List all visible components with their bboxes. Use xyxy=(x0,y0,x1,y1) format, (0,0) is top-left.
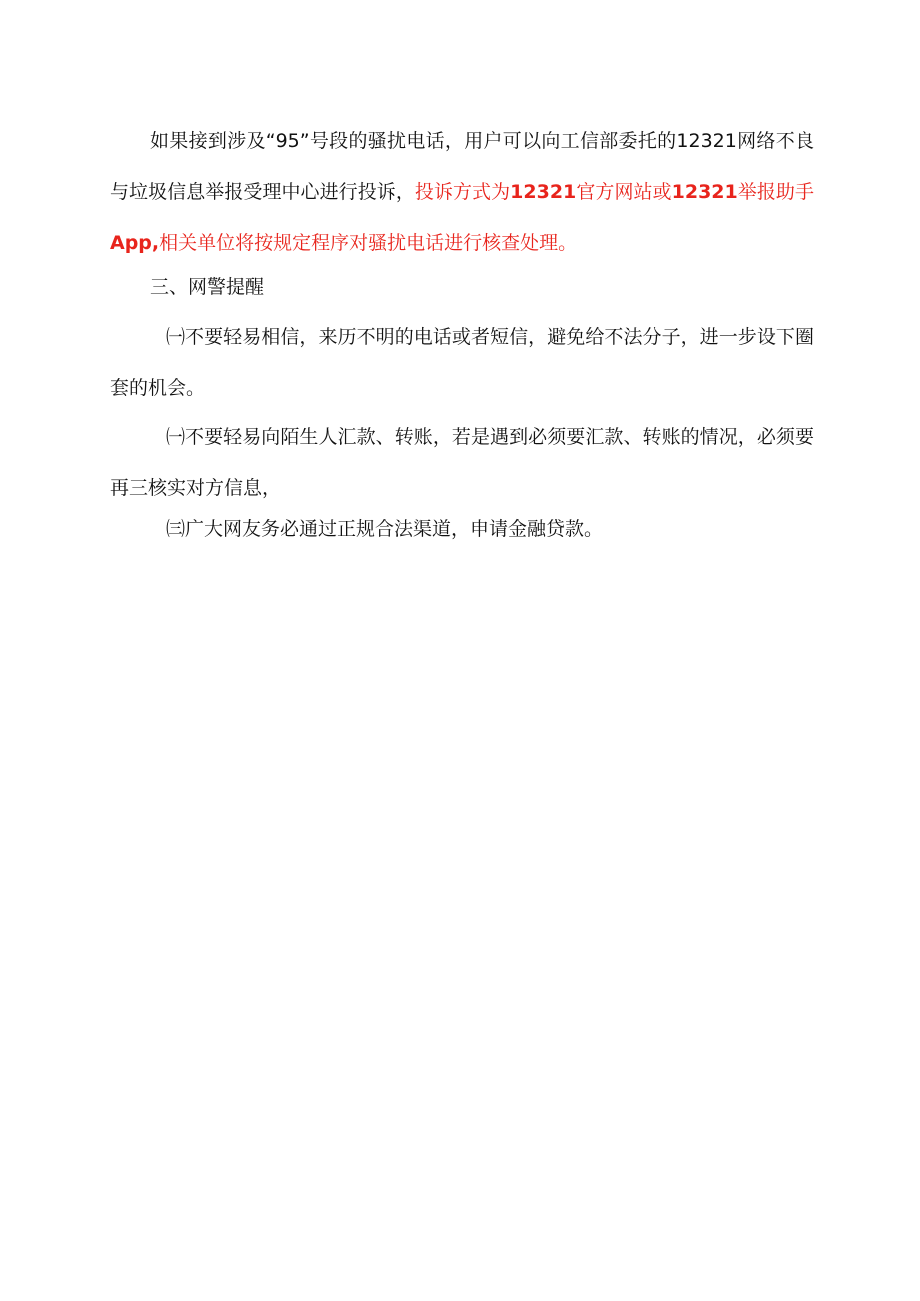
highlight-text-2: 官方网站或 xyxy=(576,181,672,203)
highlight-text-3: 举报助手 xyxy=(737,181,814,203)
highlight-bold-1: 12321 xyxy=(510,181,577,203)
list-item-2: ㈠不要轻易向陌生人汇款、转账，若是遇到必须要汇款、转账的情况，必须要再三核实对方信息， xyxy=(110,426,814,499)
paragraph-normal-text: 如果接到涉及“95”号段的骚扰电话，用户可以向工信部委托的12321网络不良与垃圾信息举报受理中心进行投诉， xyxy=(110,130,814,203)
list-item-1: ㈠不要轻易相信，来历不明的电话或者短信，避免给不法分子，进一步设下圈套的机会。 xyxy=(110,326,814,399)
highlight-bold-3: App, xyxy=(110,232,160,254)
highlight-text-4: 相关单位将按规定程序对骚扰电话进行核查处理。 xyxy=(159,232,578,254)
paragraph-complaint-info xyxy=(110,116,814,269)
list-item-3: ㈢广大网友务必通过正规合法渠道，申请金融贷款。 xyxy=(166,518,604,540)
highlight-bold-2: 12321 xyxy=(671,181,738,203)
highlight-text-1: 投诉方式为 xyxy=(414,181,511,203)
section-heading: 三、网警提醒 xyxy=(150,276,265,298)
